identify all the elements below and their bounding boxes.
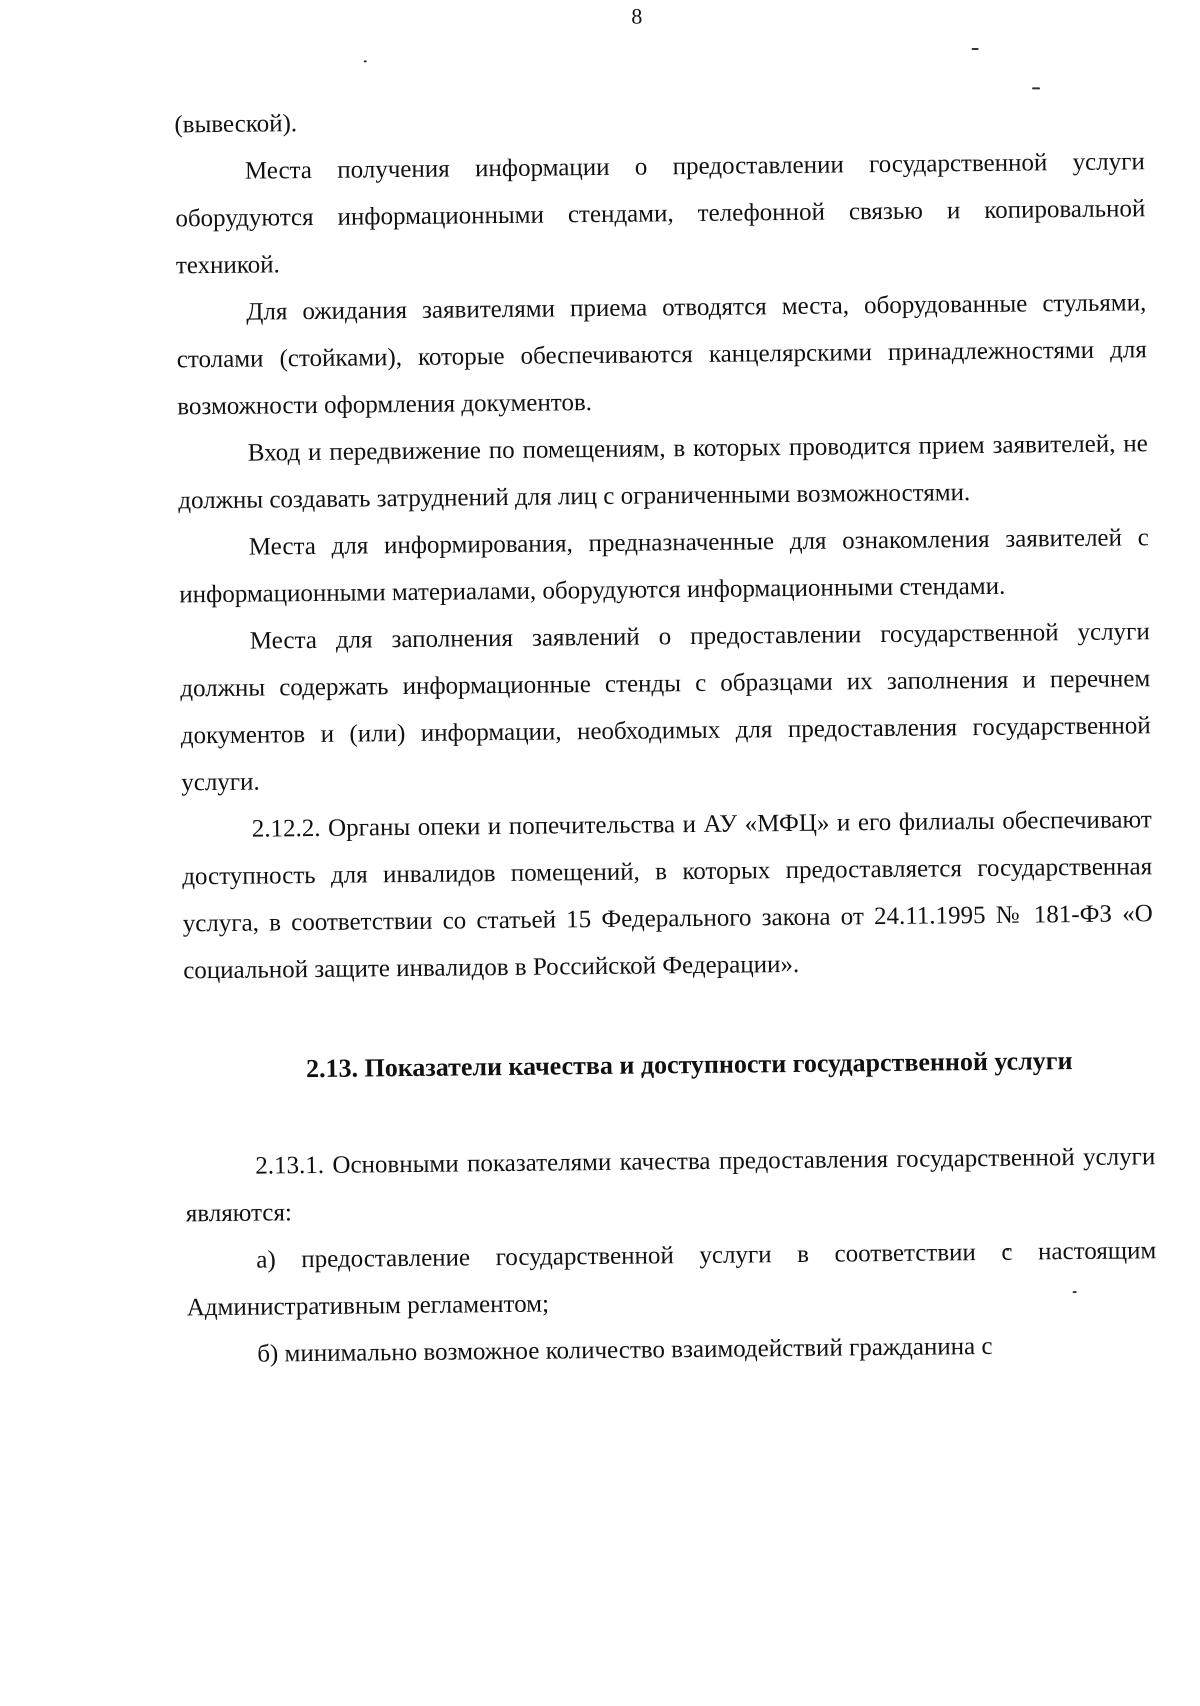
paragraph-continuation: (вывеской). — [174, 110, 298, 139]
paragraph-2-13-1: 2.13.1. Основными показателями качества предоставления государственной услуги являются: — [185, 1143, 1156, 1228]
body-text — [174, 91, 1157, 1378]
paragraph-informing-places: Места для информирования, предназначенные для ознакомления заявителей с информационными материалами, оборудуются информационными стендами. — [179, 524, 1149, 609]
paragraph-2-12-2: 2.12.2. Органы опеки и попечительства и АУ «МФЦ» и его филиалы обеспечивают доступность для инвалидов помещений, в которых предоставляется государственная услуга, в соответствии со статьей 15 Федерального закона от 24.11.1995 № 181-ФЗ «О социальной защите инвалидов в Российской Федерации». — [182, 806, 1153, 985]
paragraph-item-b: б) минимально возможное количество взаимодействий гражданина с — [257, 1332, 993, 1368]
section-heading-2-13: 2.13. Показатели качества и доступности государственной услуги — [305, 1046, 1073, 1084]
scan-speck — [1032, 87, 1040, 89]
paragraph-application-places: Места для заполнения заявлений о предоставлении государственной услуги должны содержать информационные стенды с образцами их заполнения и перечнем документов и (или) информации, необходимых для предоставления государственной услуги. — [180, 618, 1151, 797]
page-number: 8 — [631, 3, 643, 29]
paragraph-info-places: Места получения информации о предоставлении государственной услуги оборудуются информационными стендами, телефонной связью и копировальной техникой. — [175, 148, 1146, 280]
scan-speck — [972, 48, 979, 50]
scan-speck — [364, 60, 367, 62]
paragraph-item-a: а) предоставление государственной услуги в соответствии с настоящим Административным регламентом; — [186, 1237, 1157, 1322]
paragraph-entrance: Вход и передвижение по помещениям, в которых проводится прием заявителей, не должны создавать затруднений для лиц с ограниченными возможностями. — [178, 430, 1148, 515]
paragraph-waiting-places: Для ожидания заявителями приема отводятся места, оборудованные стульями, столами (стойками), которые обеспечиваются канцелярскими принадлежностями для возможности оформления документов. — [176, 289, 1147, 421]
